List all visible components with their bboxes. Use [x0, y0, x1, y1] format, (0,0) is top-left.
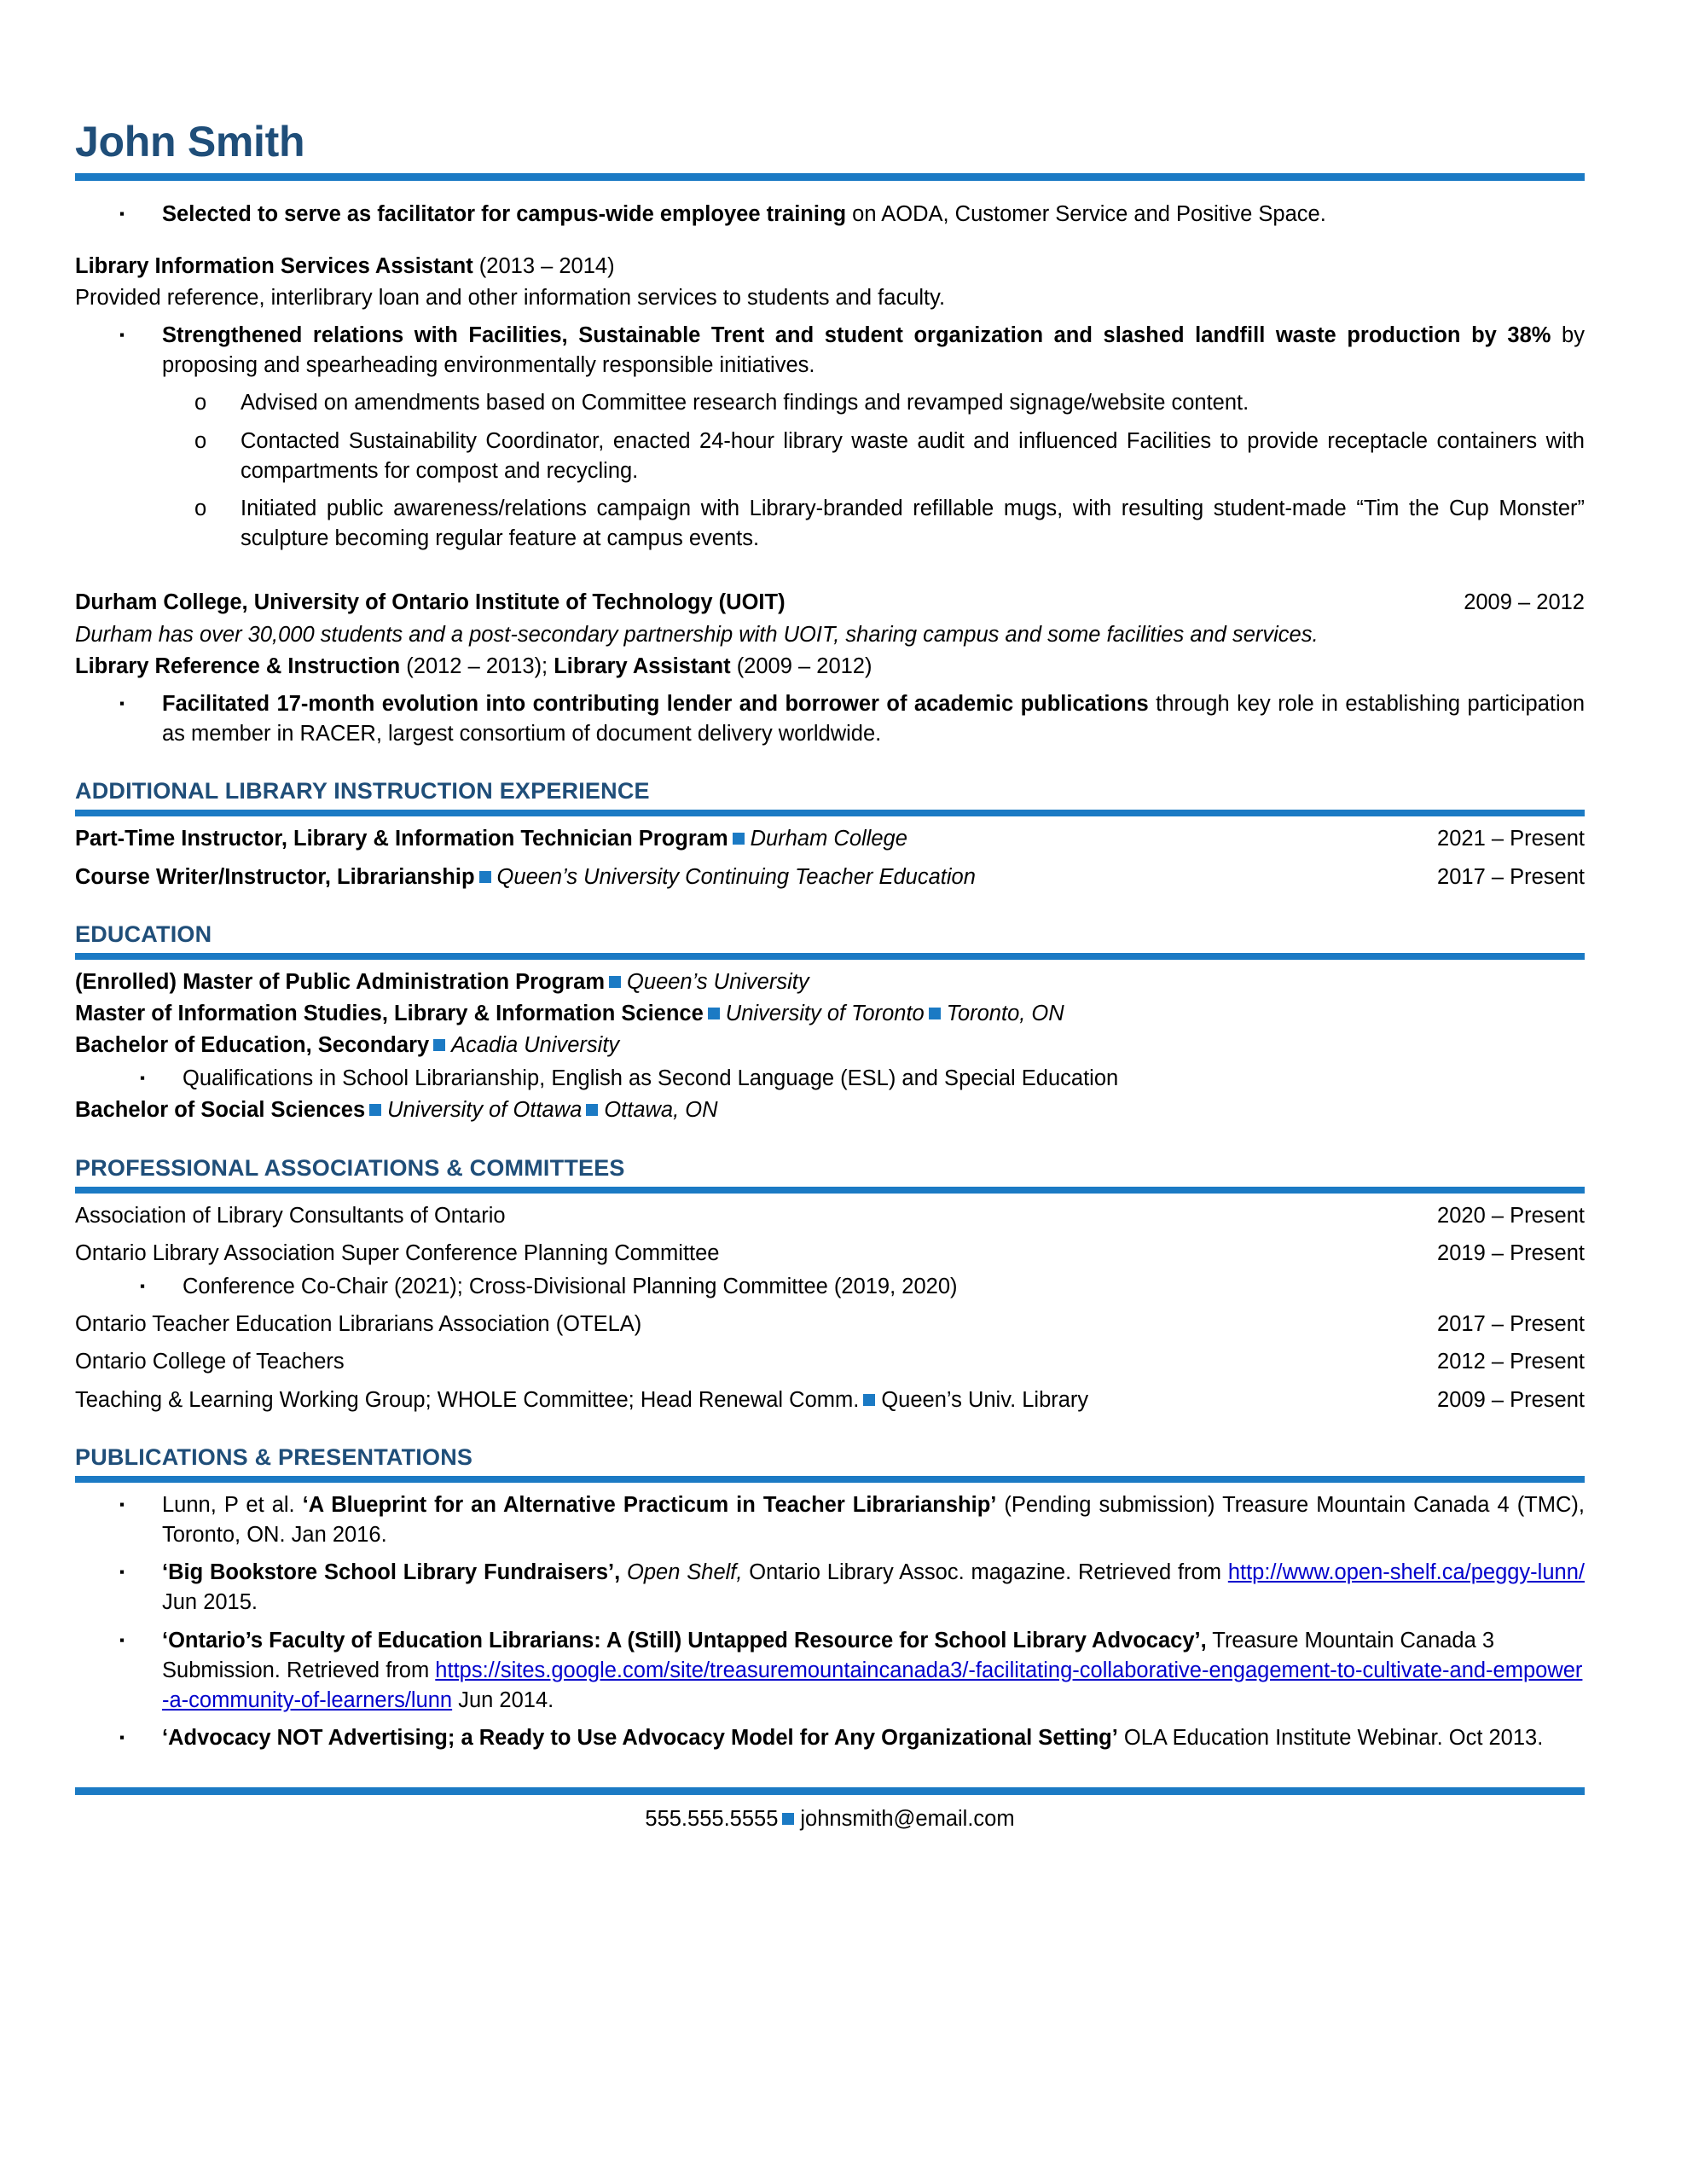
bullet-rest-text: through key role in establishing participation as member in RACER, largest consortium of document delivery worldwide.: [162, 691, 1585, 746]
header-rule: [75, 173, 1585, 181]
section-rule: [75, 1187, 1585, 1194]
phone-number: 555.555.5555: [645, 1807, 779, 1832]
publication-title: ‘A Blueprint for an Alternative Practicum in Teacher Librarianship’: [302, 1492, 997, 1517]
role-dates: 2017 – Present: [1437, 864, 1585, 889]
list-item-text: [162, 321, 1585, 380]
section-heading-associations: PROFESSIONAL ASSOCIATIONS & COMMITTEES: [75, 1154, 625, 1181]
bullet-bold-text: Selected to serve as facilitator for campus-wide employee training: [162, 201, 847, 226]
publication-title: ‘Big Bookstore School Library Fundraisers’,: [162, 1560, 621, 1585]
section-heading-education: EDUCATION: [75, 921, 212, 947]
section-heading-additional-instruction: ADDITIONAL LIBRARY INSTRUCTION EXPERIENCE: [75, 778, 650, 804]
association-cell: [75, 1385, 1437, 1415]
instruction-role-cell: [75, 824, 1437, 854]
association-name: Association of Library Consultants of Ontario: [75, 1203, 506, 1228]
circle-bullet-icon: o: [194, 428, 207, 453]
association-dates: 2020 – Present: [1437, 1203, 1585, 1228]
table-row: [75, 863, 1585, 892]
section-rule: [75, 1476, 1585, 1483]
degree-location: Ottawa, ON: [604, 1098, 718, 1123]
square-bullet-icon: ▪: [119, 205, 125, 222]
job-title-line: [75, 252, 1585, 282]
publication-date: Jun 2014.: [452, 1687, 554, 1712]
table-row: [75, 1201, 1585, 1231]
job-dates-2: (2009 – 2012): [730, 653, 872, 678]
publication-entry: [162, 1626, 1585, 1716]
list-item: [75, 689, 1585, 749]
list-item: [75, 321, 1585, 380]
blue-square-separator-icon: [609, 976, 621, 988]
square-bullet-icon: ▪: [119, 1496, 125, 1513]
bullet-bold-text: Strengthened relations with Facilities, Sustainable Trent and student organization and slashed landfill waste production by 38%: [162, 323, 1551, 348]
footer-rule: [75, 1787, 1585, 1795]
publication-entry: [162, 1490, 1585, 1550]
table-row: [75, 824, 1585, 854]
degree-org: Queen’s University: [627, 969, 809, 994]
job-roles-line: [75, 652, 1585, 682]
circle-bullet-icon: o: [194, 497, 207, 520]
table-row: [75, 1385, 1585, 1415]
publication-title: ‘Advocacy NOT Advertising; a Ready to Use Advocacy Model for Any Organizational Setting’: [162, 1726, 1118, 1751]
square-bullet-icon: ▪: [119, 694, 125, 712]
association-name: Ontario Library Association Super Conference Planning Committee: [75, 1240, 720, 1265]
square-bullet-icon: ▪: [119, 1564, 125, 1581]
sub-list-item: [75, 494, 1585, 554]
square-bullet-icon: ▪: [119, 327, 125, 344]
resume-content: [75, 0, 1585, 1832]
sub-list-item-text: Initiated public awareness/relations campaign with Library-branded refillable mugs, with resulting student-made “Tim the Cup Monster” sculpture becoming regular feature at campus events.: [241, 497, 1585, 551]
publication-details: Ontario Library Assoc. magazine. Retrieved from: [742, 1560, 1228, 1585]
sub-list-item: [75, 388, 1585, 418]
job-summary: Provided reference, interlibrary loan and other information services to students and faculty.: [75, 285, 946, 310]
list-item: [75, 1626, 1585, 1716]
publication-source: Open Shelf,: [620, 1560, 743, 1585]
employer-name: Durham College, University of Ontario Institute of Technology (UOIT): [75, 590, 786, 615]
association-name: Ontario Teacher Education Librarians Association (OTELA): [75, 1312, 642, 1337]
list-item: [75, 1558, 1585, 1618]
association-dates: 2012 – Present: [1437, 1350, 1585, 1374]
publication-url-link[interactable]: http://www.open-shelf.ca/peggy-lunn/: [1227, 1560, 1585, 1585]
list-item: [75, 1723, 1585, 1753]
role-dates: 2021 – Present: [1437, 827, 1585, 851]
sub-list-item-text: Contacted Sustainability Coordinator, enacted 24-hour library waste audit and influenced Facilities to provide receptacle containers with compartments for compost and recycling.: [241, 428, 1585, 483]
publication-entry: [162, 1723, 1585, 1753]
section-rule: [75, 953, 1585, 960]
degree-name: (Enrolled) Master of Public Administration Program: [75, 969, 606, 994]
degree-org: Acadia University: [451, 1033, 620, 1058]
association-dates: 2017 – Present: [1437, 1312, 1585, 1337]
bullet-rest-text: by proposing and spearheading environmentally responsible initiatives.: [162, 323, 1585, 378]
list-item-text: Conference Co-Chair (2021); Cross-Divisional Planning Committee (2019, 2020): [183, 1275, 958, 1298]
list-item: [75, 1272, 1585, 1302]
publication-details: Treasure Mountain Canada 3 Submission. Retrieved from: [162, 1628, 1495, 1682]
association-org: Queen’s Univ. Library: [881, 1387, 1089, 1412]
section-heading-publications: PUBLICATIONS & PRESENTATIONS: [75, 1443, 473, 1470]
job-title-2: Library Assistant: [554, 653, 731, 678]
job-dates: (2013 – 2014): [472, 253, 615, 278]
blue-square-separator-icon: [782, 1813, 794, 1825]
publication-details: (Pending submission) Treasure Mountain Canada 4 (TMC), Toronto, ON. Jan 2016.: [162, 1492, 1585, 1547]
list-item: [75, 200, 1585, 229]
list-item: [75, 1064, 1585, 1094]
blue-square-separator-icon: [708, 1008, 720, 1019]
square-bullet-icon: ▪: [140, 1070, 146, 1087]
square-bullet-icon: ▪: [140, 1278, 146, 1294]
role-org: Durham College: [750, 827, 907, 851]
square-bullet-icon: ▪: [119, 1729, 125, 1746]
table-row: [75, 1310, 1585, 1339]
section-rule: [75, 810, 1585, 816]
association-dates: 2019 – Present: [1437, 1240, 1585, 1265]
role-title: Part-Time Instructor, Library & Information Technician Program: [75, 827, 728, 851]
education-item: [75, 1031, 1585, 1060]
blue-square-separator-icon: [929, 1008, 941, 1019]
email-address: johnsmith@email.com: [800, 1807, 1015, 1832]
degree-name: Bachelor of Social Sciences: [75, 1098, 366, 1123]
table-row: [75, 1239, 1585, 1269]
blue-square-separator-icon: [586, 1104, 598, 1116]
list-item-text: Qualifications in School Librarianship, English as Second Language (ESL) and Special Education: [183, 1066, 1119, 1091]
table-row: [75, 1347, 1585, 1377]
publication-details: OLA Education Institute Webinar. Oct 2013.: [1117, 1726, 1544, 1751]
blue-square-separator-icon: [433, 1039, 445, 1051]
publication-title: ‘Ontario’s Faculty of Education Librarians: A (Still) Untapped Resource for School Library Advocacy’,: [162, 1628, 1207, 1653]
association-name: Teaching & Learning Working Group; WHOLE Committee; Head Renewal Comm.: [75, 1387, 860, 1412]
sub-list-item-text: Advised on amendments based on Committee research findings and revamped signage/website content.: [241, 391, 1249, 415]
employer-description: Durham has over 30,000 students and a post-secondary partnership with UOIT, sharing campus and some facilities and services.: [75, 622, 1319, 647]
publication-entry: [162, 1558, 1585, 1618]
square-bullet-icon: ▪: [119, 1631, 125, 1648]
publication-authors: Lunn, P et al.: [162, 1492, 303, 1517]
blue-square-separator-icon: [479, 871, 491, 883]
bullet-rest-text: on AODA, Customer Service and Positive Space.: [846, 201, 1326, 226]
list-item: [75, 1490, 1585, 1550]
publication-date: Jun 2015.: [162, 1590, 258, 1615]
footer-contact: [75, 1807, 1585, 1832]
degree-name: Master of Information Studies, Library & Information Science: [75, 1001, 704, 1025]
education-item: [75, 1095, 1585, 1125]
blue-square-separator-icon: [733, 833, 745, 845]
employer-row: [75, 588, 1585, 618]
list-item-text: [162, 689, 1585, 749]
sub-list-item: [75, 427, 1585, 486]
role-org: Queen’s University Continuing Teacher Education: [496, 864, 976, 889]
instruction-role-cell: [75, 863, 1437, 892]
education-item: [75, 967, 1585, 997]
job-dates-1: (2012 – 2013);: [400, 653, 554, 678]
circle-bullet-icon: o: [194, 391, 207, 415]
association-name: Ontario College of Teachers: [75, 1350, 345, 1374]
blue-square-separator-icon: [863, 1394, 875, 1406]
employer-dates: 2009 – 2012: [1464, 590, 1585, 615]
job-title-1: Library Reference & Instruction: [75, 653, 401, 678]
degree-location: Toronto, ON: [946, 1001, 1064, 1025]
blue-square-separator-icon: [369, 1104, 381, 1116]
page-title: John Smith: [75, 118, 305, 166]
degree-org: University of Toronto: [725, 1001, 925, 1025]
role-title: Course Writer/Instructor, Librarianship: [75, 864, 475, 889]
bullet-bold-text: Facilitated 17-month evolution into contributing lender and borrower of academic publications: [162, 691, 1149, 716]
job-title: Library Information Services Assistant: [75, 253, 473, 278]
degree-org: University of Ottawa: [387, 1098, 583, 1123]
list-item-text: [162, 200, 1585, 229]
association-dates: 2009 – Present: [1437, 1387, 1585, 1412]
publication-url-link[interactable]: https://sites.google.com/site/treasuremountaincanada3/-facilitating-collaborative-engagement-to-cultivate-and-empower-a-community-of-learners/lunn: [162, 1658, 1583, 1712]
degree-name: Bachelor of Education, Secondary: [75, 1033, 430, 1058]
education-item: [75, 999, 1585, 1029]
